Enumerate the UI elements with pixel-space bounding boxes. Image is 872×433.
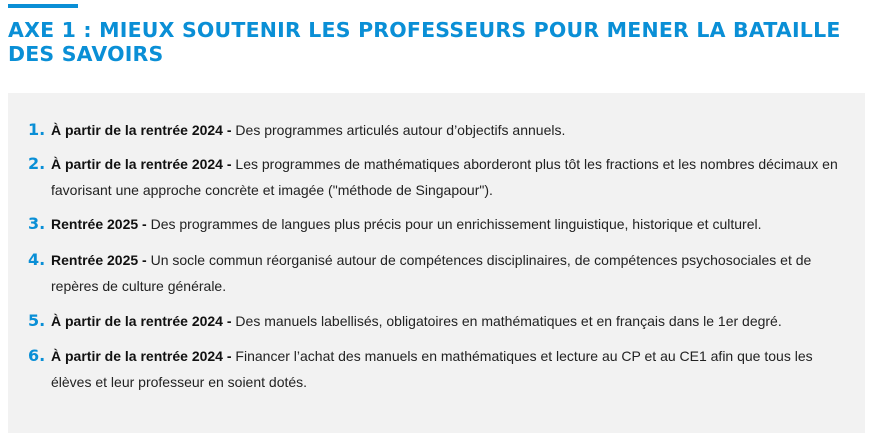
- list-item-text: [51, 117, 851, 143]
- list-item-text: [51, 151, 851, 203]
- list-item-number: 3.: [28, 214, 46, 233]
- list-item-lead: À partir de la rentrée 2024 -: [51, 348, 232, 364]
- list-item-lead: À partir de la rentrée 2024 -: [51, 122, 232, 138]
- list-item-lead: À partir de la rentrée 2024 -: [51, 156, 232, 172]
- list-item-text: [51, 343, 851, 395]
- title-accent-bar: [8, 4, 78, 8]
- list-item-number: 2.: [28, 154, 46, 173]
- list-item-body: Des programmes articulés autour d’objectifs annuels.: [231, 122, 566, 138]
- page-title: AXE 1 : MIEUX SOUTENIR LES PROFESSEURS POUR MENER LA BATAILLE DES SAVOIRS: [8, 18, 841, 66]
- list-item-lead: Rentrée 2025 -: [51, 252, 147, 268]
- list-item-number: 5.: [28, 311, 46, 330]
- list-item-body: Les programmes de mathématiques aborderont plus tôt les fractions et les nombres décimaux en favorisant une approche concrète et imagée ("méthode de Singapour").: [51, 156, 838, 198]
- list-item-lead: Rentrée 2025 -: [51, 216, 147, 232]
- measures-panel: [8, 93, 865, 433]
- list-item-body: Des programmes de langues plus précis pour un enrichissement linguistique, historique et culturel.: [146, 216, 762, 232]
- list-item-text: [51, 211, 851, 237]
- list-item-body: Un socle commun réorganisé autour de compétences disciplinaires, de compétences psychosociales et de repères de culture générale.: [51, 252, 812, 294]
- list-item-body: Financer l’achat des manuels en mathématiques et lecture au CP et au CE1 afin que tous les élèves et leur professeur en soient dotés.: [51, 348, 813, 390]
- list-item-text: [51, 308, 851, 334]
- list-item-number: 4.: [28, 250, 46, 269]
- list-item-number: 6.: [28, 346, 46, 365]
- list-item-text: [51, 247, 851, 299]
- list-item-number: 1.: [28, 120, 46, 139]
- list-item-body: Des manuels labellisés, obligatoires en mathématiques et en français dans le 1er degré.: [231, 313, 782, 329]
- list-item-lead: À partir de la rentrée 2024 -: [51, 313, 232, 329]
